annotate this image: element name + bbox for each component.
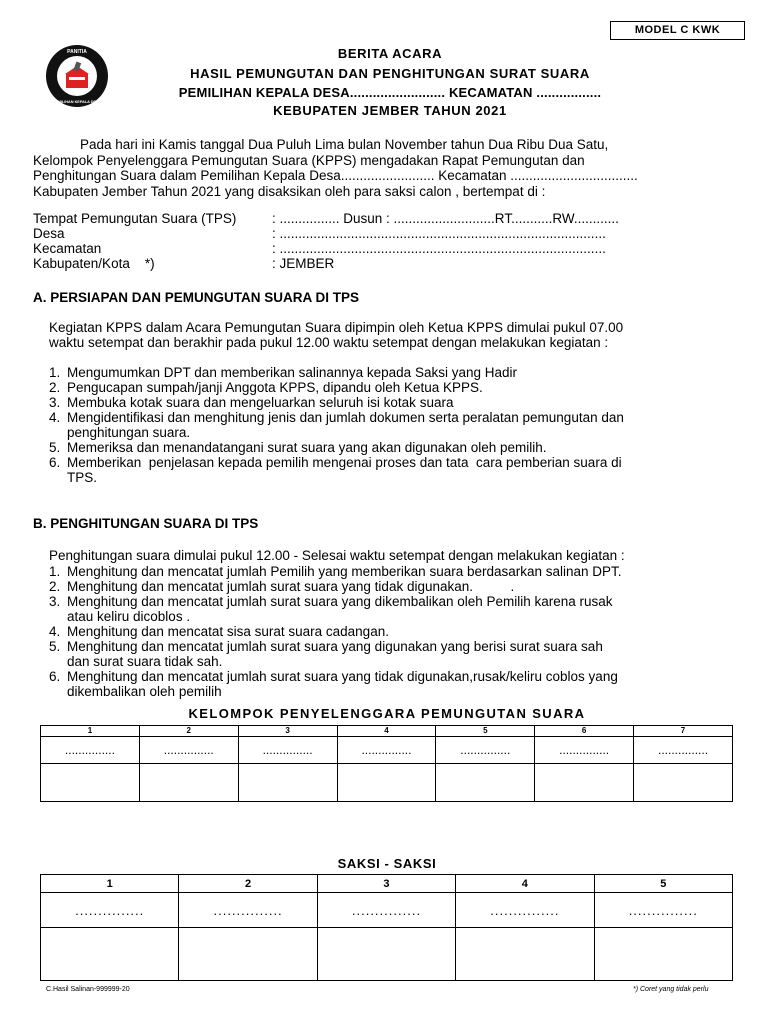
section-a-heading: A. PERSIAPAN DAN PEMUNGUTAN SUARA DI TPS [33, 290, 360, 305]
saksi-heading: SAKSI - SAKSI [337, 856, 437, 871]
saksi-column-number: 5 [594, 875, 732, 893]
list-item [49, 669, 622, 684]
list-item-number: 2. [49, 579, 61, 594]
saksi-name-placeholder: ............... [179, 893, 317, 928]
title-line-1: BERITA ACARA [337, 46, 443, 61]
kpps-column-number: 3 [238, 726, 337, 737]
section-a-list [49, 365, 624, 485]
list-item [49, 684, 622, 699]
list-item [49, 365, 624, 380]
list-item-text: Mengumumkan DPT dan memberikan salinannya kepada Saksi yang Hadir [67, 365, 517, 380]
list-item-number [49, 654, 67, 669]
list-item-text: Pengucapan sumpah/janji Anggota KPPS, dipandu oleh Ketua KPPS. [67, 380, 483, 395]
model-label: MODEL C KWK [610, 21, 745, 40]
field-value-desa: : ....................................................................................... [272, 226, 606, 241]
list-item-number: 4. [49, 410, 61, 425]
list-item [49, 380, 624, 395]
list-item-number: 1. [49, 365, 61, 380]
kpps-name-placeholder: ............... [139, 737, 238, 764]
title-line-2: HASIL PEMUNGUTAN DAN PENGHITUNGAN SURAT SUARA [190, 66, 590, 81]
list-item-text: Mengidentifikasi dan menghitung jenis dan jumlah dokumen serta peralatan pemungutan dan [67, 410, 624, 425]
list-item [49, 594, 622, 609]
intro-line: Pada hari ini Kamis tanggal Dua Puluh Lima bulan November tahun Dua Ribu Dua Satu, [80, 137, 609, 152]
saksi-name-placeholder: ............... [594, 893, 732, 928]
kpps-heading: KELOMPOK PENYELENGGARA PEMUNGUTAN SUARA [188, 706, 586, 721]
list-item-number: 6. [49, 669, 61, 684]
kpps-column-number: 2 [139, 726, 238, 737]
list-item-number: 3. [49, 395, 61, 410]
list-item-text: Membuka kotak suara dan mengeluarkan seluruh isi kotak suara [67, 395, 454, 410]
saksi-signature-cell [41, 928, 179, 981]
list-item [49, 470, 624, 485]
logo-top-text: PANITIA [67, 49, 87, 55]
list-item-text: TPS. [67, 470, 98, 485]
section-b-heading: B. PENGHITUNGAN SUARA DI TPS [33, 516, 259, 531]
saksi-name-placeholder: ............... [41, 893, 179, 928]
section-a-para-line: Kegiatan KPPS dalam Acara Pemungutan Suara dipimpin oleh Ketua KPPS dimulai pukul 07.00 [49, 320, 624, 335]
panitia-logo [45, 44, 109, 108]
list-item-number: 5. [49, 440, 61, 455]
saksi-column-number: 4 [456, 875, 594, 893]
kpps-name-placeholder: ............... [238, 737, 337, 764]
list-item-text: Memberikan penjelasan kepada pemilih mengenai proses dan tata cara pemberian suara di [67, 455, 622, 470]
list-item-text: Menghitung dan mencatat jumlah surat suara yang tidak digunakan,rusak/keliru coblos yang [67, 669, 618, 684]
intro-line: Penghitungan Suara dalam Pemilihan Kepala Desa......................... Kecamatan .................................. [33, 168, 638, 183]
list-item [49, 455, 624, 470]
list-item-number: 4. [49, 624, 61, 639]
kpps-column-number: 4 [337, 726, 436, 737]
kpps-column-number: 6 [535, 726, 634, 737]
field-label-desa: Desa [33, 226, 65, 241]
kpps-signature-cell [238, 764, 337, 802]
list-item-text: Menghitung dan mencatat jumlah Pemilih yang memberikan suara berdasarkan salinan DPT. [67, 564, 622, 579]
kpps-signature-cell [535, 764, 634, 802]
field-label-kecamatan: Kecamatan [33, 241, 102, 256]
list-item-number: 2. [49, 380, 61, 395]
title-line-3: PEMILIHAN KEPALA DESA......................... KECAMATAN ................. [178, 85, 602, 100]
section-b-list [49, 564, 622, 699]
list-item-text: atau keliru dicoblos . [67, 609, 191, 624]
list-item-text: dan surat suara tidak sah. [67, 654, 223, 669]
kpps-signature-cell [436, 764, 535, 802]
list-item [49, 639, 622, 654]
list-item-text: dikembalikan oleh pemilih [67, 684, 222, 699]
list-item-text: penghitungan suara. [67, 425, 191, 440]
field-value-kecamatan: : ....................................................................................... [272, 241, 606, 256]
list-item-text: Menghitung dan mencatat jumlah surat suara yang tidak digunakan. . [67, 579, 515, 594]
title-line-4: KEBUPATEN JEMBER TAHUN 2021 [273, 103, 507, 118]
list-item-text: Menghitung dan mencatat jumlah surat suara yang dikembalikan oleh Pemilih karena rusak [67, 594, 613, 609]
saksi-signature-cell [456, 928, 594, 981]
saksi-name-placeholder: ............... [317, 893, 455, 928]
kpps-column-number: 1 [41, 726, 140, 737]
intro-line: Kabupaten Jember Tahun 2021 yang disaksikan oleh para saksi calon , bertempat di : [33, 183, 546, 199]
saksi-column-number: 3 [317, 875, 455, 893]
list-item-number [49, 470, 67, 485]
kpps-signature-cell [139, 764, 238, 802]
kpps-column-number: 7 [634, 726, 733, 737]
kpps-column-number: 5 [436, 726, 535, 737]
footer-left: C.Hasil Salinan-999999-20 [46, 986, 130, 993]
list-item-number: 1. [49, 564, 61, 579]
saksi-signature-cell [594, 928, 732, 981]
intro-paragraph [33, 137, 699, 199]
section-a-para-line: waktu setempat dan berakhir pada pukul 12.00 waktu setempat dengan melakukan kegiatan : [49, 335, 609, 350]
kpps-signature-cell [337, 764, 436, 802]
list-item-number [49, 609, 67, 624]
list-item-number: 5. [49, 639, 61, 654]
section-b-para-line: Penghitungan suara dimulai pukul 12.00 - Selesai waktu setempat dengan melakukan kegiatan : [49, 548, 625, 563]
kpps-name-placeholder: ............... [634, 737, 733, 764]
kpps-name-placeholder: ............... [41, 737, 140, 764]
list-item-number: 6. [49, 455, 61, 470]
field-value-tps: : ................ Dusun : ...........................RT...........RW............ [272, 211, 619, 226]
list-item [49, 654, 622, 669]
list-item-text: Menghitung dan mencatat sisa surat suara cadangan. [67, 624, 389, 639]
footer-right: *) Coret yang tidak perlu [633, 986, 709, 993]
intro-line: Kelompok Penyelenggara Pemungutan Suara (KPPS) mengadakan Rapat Pemungutan dan [33, 152, 585, 168]
list-item [49, 395, 624, 410]
saksi-signature-cell [179, 928, 317, 981]
saksi-name-placeholder: ............... [456, 893, 594, 928]
list-item [49, 609, 622, 624]
list-item [49, 624, 622, 639]
field-label-tps: Tempat Pemungutan Suara (TPS) [33, 211, 237, 226]
kpps-signature-cell [634, 764, 733, 802]
list-item [49, 425, 624, 440]
saksi-column-number: 2 [179, 875, 317, 893]
list-item [49, 579, 622, 594]
list-item-text: Memeriksa dan menandatangani surat suara yang akan digunakan oleh pemilih. [67, 440, 547, 455]
field-value-kabupaten: : JEMBER [272, 256, 335, 271]
list-item [49, 564, 622, 579]
list-item [49, 440, 624, 455]
saksi-signature-cell [317, 928, 455, 981]
list-item-number [49, 684, 67, 699]
kpps-name-placeholder: ............... [535, 737, 634, 764]
field-label-kabupaten: Kabupaten/Kota *) [33, 256, 155, 271]
kpps-signature-cell [41, 764, 140, 802]
list-item-number: 3. [49, 594, 61, 609]
kpps-name-placeholder: ............... [436, 737, 535, 764]
saksi-signature-table [40, 874, 733, 981]
saksi-column-number: 1 [41, 875, 179, 893]
list-item-text: Menghitung dan mencatat jumlah surat suara yang digunakan yang berisi surat suara sah [67, 639, 603, 654]
kpps-signature-table [40, 725, 733, 802]
list-item-number [49, 425, 67, 440]
kpps-name-placeholder: ............... [337, 737, 436, 764]
logo-bottom-text: PEMILIHAN KEPALA DESA [52, 100, 102, 104]
list-item [49, 410, 624, 425]
logo-emblem-icon [45, 44, 109, 108]
